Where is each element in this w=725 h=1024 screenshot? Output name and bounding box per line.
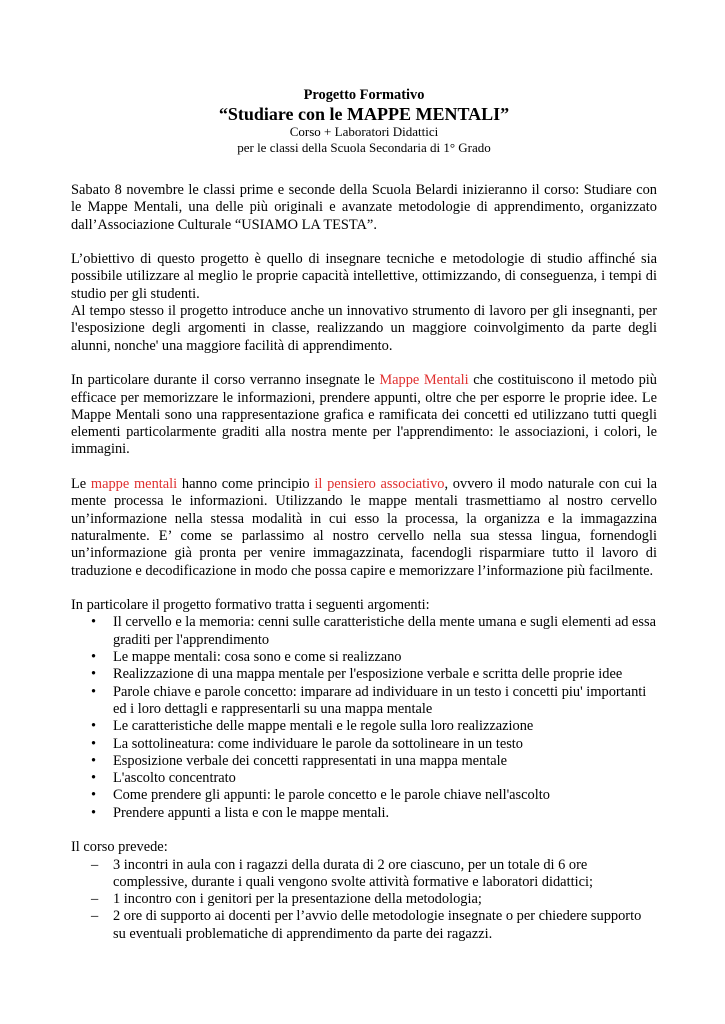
list-item-text: L'ascolto concentrato bbox=[113, 770, 236, 787]
list-item bbox=[71, 736, 657, 753]
mind-maps-paragraph bbox=[71, 372, 657, 458]
list-item-text: 1 incontro con i genitori per la presentazione della metodologia; bbox=[113, 891, 482, 908]
list-item bbox=[71, 684, 657, 719]
list-item bbox=[71, 753, 657, 770]
teachers-paragraph: Al tempo stesso il progetto introduce anche un innovativo strumento di lavoro per gli insegnanti, per l'esposizione degli argomenti in classe, realizzando un maggiore coinvolgimento da parte degli alunni, nonche' una maggiore facilità di apprendimento. bbox=[71, 303, 657, 354]
list-item bbox=[71, 787, 657, 804]
subtitle-course: Corso + Laboratori Didattici bbox=[289, 124, 439, 139]
text-span: hanno come principio bbox=[177, 476, 315, 493]
bullet-icon: • bbox=[91, 666, 97, 683]
project-label: Progetto Formativo bbox=[303, 87, 425, 103]
document-page bbox=[71, 87, 657, 943]
highlight-mappe-mentali: Mappe Mentali bbox=[379, 372, 469, 389]
topics-list bbox=[71, 614, 657, 822]
text-span: In particolare durante il corso verranno insegnate le bbox=[71, 372, 380, 389]
list-item bbox=[71, 770, 657, 787]
list-item-text: La sottolineatura: come individuare le parole da sottolineare in un testo bbox=[113, 735, 523, 752]
dash-icon: – bbox=[91, 908, 99, 925]
course-list bbox=[71, 857, 657, 943]
list-item bbox=[71, 857, 657, 892]
bullet-icon: • bbox=[91, 804, 97, 821]
list-item-text: Parole chiave e parole concetto: imparare ad individuare in un testo i concetti piu' importanti ed i loro dettagli e rappresentarli su una mappa mentale bbox=[113, 683, 647, 717]
text-span: che costituiscono il metodo più efficace per memorizzare le informazioni, prendere appunti, oltre che per esporre le proprie idee. Le Mappe Mentali sono una rappresentazione grafica e ramificata dei concetti ed utilizzano tutti quegli elementi particolarmente graditi alla nostra mente per l'apprendimento: le associazioni, i colori, le immagini. bbox=[71, 372, 657, 458]
bullet-icon: • bbox=[91, 752, 97, 769]
list-item-text: Come prendere gli appunti: le parole concetto e le parole chiave nell'ascolto bbox=[113, 787, 550, 804]
text-span: , ovvero il modo naturale con cui la mente processa le informazioni. Utilizzando le mappe mentali trasmettiamo al nostro cervello un’informazione nella stessa modalità in cui esso la processa, la organizza e la immagazzina naturalmente. E’ come se parlassimo al nostro cervello nella sua stessa lingua, fornendogli un’informazione già pronta per venire immagazzinata, facendogli risparmiare tutto il lavoro di traduzione e decodificazione in modo che possa capire e memorizzare l’informazione più facilmente. bbox=[71, 476, 657, 579]
dash-icon: – bbox=[91, 891, 99, 908]
list-item-text: Realizzazione di una mappa mentale per l'esposizione verbale e scritta delle proprie idee bbox=[113, 666, 623, 683]
list-item bbox=[71, 718, 657, 735]
bullet-icon: • bbox=[91, 649, 97, 666]
highlight-mappe-mentali: mappe mentali bbox=[90, 476, 178, 493]
text-span: Le bbox=[71, 476, 91, 493]
list-item bbox=[71, 805, 657, 822]
subtitle-audience: per le classi della Scuola Secondaria di 1° Grado bbox=[237, 140, 491, 155]
list-item-text: Le caratteristiche delle mappe mentali e le regole sulla loro realizzazione bbox=[113, 718, 534, 735]
list-item-text: Il cervello e la memoria: cenni sulle caratteristiche della mente umana e sugli elementi ad essa graditi per l'apprendimento bbox=[113, 614, 657, 648]
bullet-icon: • bbox=[91, 683, 97, 700]
bullet-icon: • bbox=[91, 614, 97, 631]
highlight-pensiero-associativo: il pensiero associativo bbox=[314, 476, 445, 493]
list-item bbox=[71, 649, 657, 666]
topics-intro: In particolare il progetto formativo tratta i seguenti argomenti: bbox=[71, 597, 430, 614]
list-item-text: Esposizione verbale dei concetti rappresentati in una mappa mentale bbox=[113, 752, 507, 769]
course-intro: Il corso prevede: bbox=[71, 839, 168, 856]
list-item bbox=[71, 908, 657, 943]
list-item bbox=[71, 891, 657, 908]
list-item-text: Le mappe mentali: cosa sono e come si realizzano bbox=[113, 649, 402, 666]
list-item bbox=[71, 614, 657, 649]
bullet-icon: • bbox=[91, 735, 97, 752]
principle-paragraph bbox=[71, 476, 657, 580]
list-item-text: 2 ore di supporto ai docenti per l’avvio delle metodologie insegnate o per chiedere supporto su eventuali problematiche di apprendimento da parte dei ragazzi. bbox=[113, 908, 642, 942]
bullet-icon: • bbox=[91, 787, 97, 804]
objective-paragraph: L’obiettivo di questo progetto è quello di insegnare tecniche e metodologie di studio affinché sia possibile utilizzare al meglio le proprie capacità intellettive, ottimizzando, di conseguenza, i tempi di studio per gli studenti. bbox=[71, 251, 657, 302]
list-item-text: Prendere appunti a lista e con le mappe mentali. bbox=[113, 804, 390, 821]
bullet-icon: • bbox=[91, 770, 97, 787]
list-item bbox=[71, 666, 657, 683]
document-header bbox=[71, 87, 657, 156]
bullet-icon: • bbox=[91, 718, 97, 735]
intro-paragraph: Sabato 8 novembre le classi prime e seconde della Scuola Belardi inizieranno il corso: Studiare con le Mappe Mentali, una delle più originali e avanzate metodologie di apprendimento, organizzato dall’Associazione Culturale “USIAMO LA TESTA”. bbox=[71, 182, 657, 233]
list-item-text: 3 incontri in aula con i ragazzi della durata di 2 ore ciascuno, per un totale di 6 ore complessive, durante i quali vengono svolte attività formative e laboratori didattici; bbox=[113, 856, 593, 890]
dash-icon: – bbox=[91, 856, 99, 873]
document-title: “Studiare con le MAPPE MENTALI” bbox=[218, 104, 510, 124]
